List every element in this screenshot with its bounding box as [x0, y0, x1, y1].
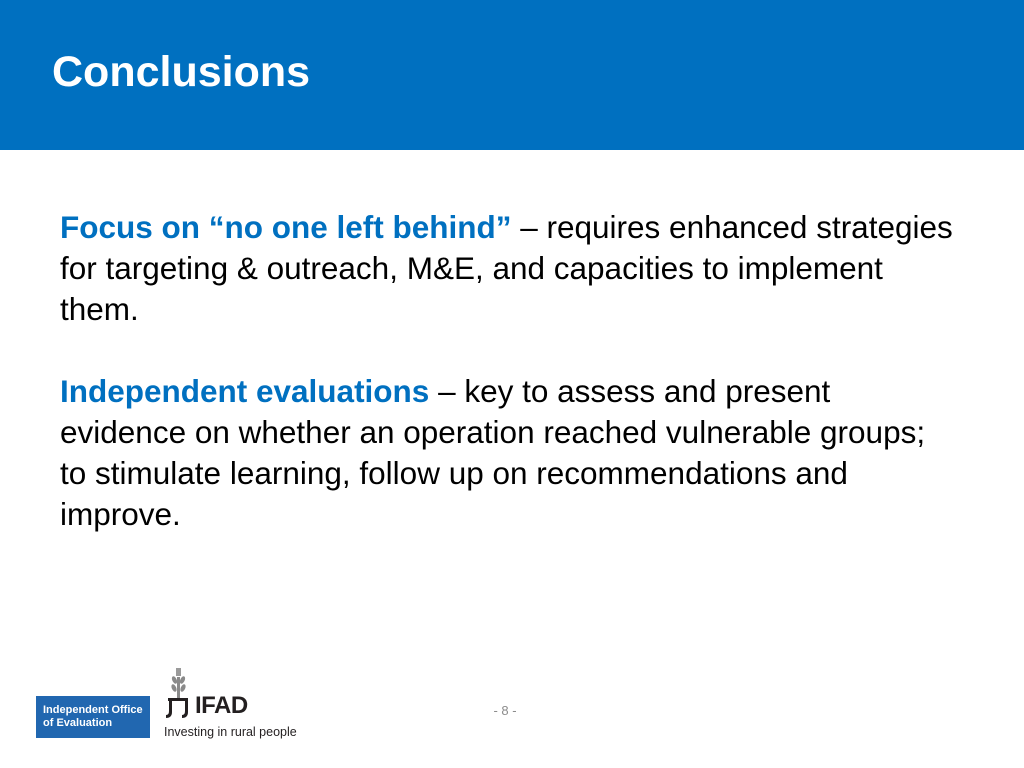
conclusion-paragraph-2: [60, 371, 960, 535]
ifad-wordmark: IFAD: [195, 692, 248, 719]
ioe-logo-line1: Independent Office: [43, 704, 143, 716]
conclusion-paragraph-1: [60, 207, 960, 330]
conclusion-text-2: – key to assess and present evidence on whether an operation reached vulnerable groups; to stimulate learning, follow up on recommendations and improve.: [60, 373, 926, 532]
ioe-logo-line2: of Evaluation: [43, 717, 113, 729]
conclusion-lead-1: Focus on “no one left behind”: [60, 209, 512, 245]
header-band: [0, 0, 1024, 150]
slide-body: [60, 207, 960, 535]
ioe-logo: [36, 696, 150, 738]
page-number: - 8 -: [493, 703, 517, 718]
ifad-logo: [162, 668, 312, 744]
ifad-tagline: Investing in rural people: [164, 725, 297, 739]
wheat-figure-icon: [162, 668, 198, 722]
conclusion-text-1: – requires enhanced strategies for targeting & outreach, M&E, and capacities to implement them.: [60, 209, 953, 327]
slide-title: Conclusions: [52, 48, 311, 96]
conclusion-lead-2: Independent evaluations: [60, 373, 430, 409]
